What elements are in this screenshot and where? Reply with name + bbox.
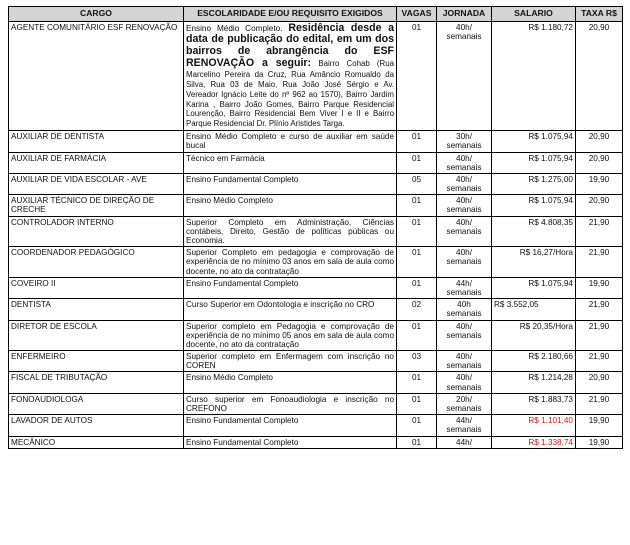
- cell-taxa: 21,90: [576, 393, 623, 414]
- table-row: [9, 21, 623, 131]
- cell-requisito: Técnico em Farmácia: [184, 152, 397, 173]
- table-row: [9, 436, 623, 448]
- cell-cargo: AGENTE COMUNITÁRIO ESF RENOVAÇÃO: [9, 21, 184, 131]
- cell-vagas: 01: [397, 320, 437, 351]
- table-row: [9, 320, 623, 351]
- cell-salario: R$ 1.275,00: [492, 173, 576, 194]
- cell-jornada: 40h/ semanais: [437, 372, 492, 393]
- cell-taxa: 19,90: [576, 436, 623, 448]
- cell-taxa: 21,90: [576, 216, 623, 247]
- cell-cargo: FONOAUDIOLOGA: [9, 393, 184, 414]
- cell-vagas: 01: [397, 436, 437, 448]
- cell-requisito: Superior Completo em pedagogia e comprovação de experiência de no mínimo 03 anos em sala de aula como docente, no ato da contratação: [184, 247, 397, 278]
- cell-cargo: FISCAL DE TRIBUTAÇÃO: [9, 372, 184, 393]
- cell-salario: R$ 1.075,94: [492, 131, 576, 152]
- cell-taxa: 20,90: [576, 131, 623, 152]
- cell-cargo: CONTROLADOR INTERNO: [9, 216, 184, 247]
- cell-salario: R$ 1.883,73: [492, 393, 576, 414]
- table-row: [9, 173, 623, 194]
- cell-vagas: 03: [397, 351, 437, 372]
- table-row: [9, 216, 623, 247]
- cell-cargo: COVEIRO II: [9, 277, 184, 298]
- cell-taxa: 21,90: [576, 320, 623, 351]
- cell-requisito: Curso superior em Fonoaudiologia e inscrição no CREFONO: [184, 393, 397, 414]
- cell-vagas: 05: [397, 173, 437, 194]
- cell-vagas: 01: [397, 152, 437, 173]
- cell-requisito: Ensino Fundamental Completo: [184, 173, 397, 194]
- cell-salario: R$ 1.101,40: [492, 415, 576, 436]
- cell-requisito: Superior completo em Enfermagem com inscrição no COREN: [184, 351, 397, 372]
- header-taxa: TAXA R$: [576, 7, 623, 22]
- cell-vagas: 01: [397, 131, 437, 152]
- cell-taxa: 21,90: [576, 247, 623, 278]
- cargos-table: [8, 6, 623, 449]
- table-row: [9, 152, 623, 173]
- cell-jornada: 40h/ semanais: [437, 320, 492, 351]
- cell-taxa: 19,90: [576, 415, 623, 436]
- cell-cargo: DENTISTA: [9, 299, 184, 320]
- table-row: [9, 247, 623, 278]
- cell-salario: R$ 16,27/Hora: [492, 247, 576, 278]
- cell-salario: R$ 1.180,72: [492, 21, 576, 131]
- cell-jornada: 40h/ semanais: [437, 216, 492, 247]
- cell-salario: R$ 1.214,28: [492, 372, 576, 393]
- table-row: [9, 372, 623, 393]
- cell-vagas: 01: [397, 415, 437, 436]
- cell-cargo: AUXILIAR DE FARMÁCIA: [9, 152, 184, 173]
- cell-vagas: 01: [397, 393, 437, 414]
- cell-vagas: 02: [397, 299, 437, 320]
- cell-vagas: 01: [397, 21, 437, 131]
- header-salario: SALARIO: [492, 7, 576, 22]
- cell-jornada: 40h semanais: [437, 299, 492, 320]
- cell-taxa: 19,90: [576, 173, 623, 194]
- cell-requisito: Superior completo em Pedagogia e comprovação de experiência de no mínimo 05 anos em sala de aula como docente, no ato da contratação: [184, 320, 397, 351]
- cell-jornada: 44h/: [437, 436, 492, 448]
- header-escolaridade: ESCOLARIDADE E/OU REQUISITO EXIGIDOS: [184, 7, 397, 22]
- table-row: [9, 131, 623, 152]
- table-row: [9, 277, 623, 298]
- cell-cargo: AUXILIAR DE VIDA ESCOLAR - AVE: [9, 173, 184, 194]
- cell-jornada: 40h/ semanais: [437, 21, 492, 131]
- cell-vagas: 01: [397, 372, 437, 393]
- cell-taxa: 21,90: [576, 299, 623, 320]
- table-row: [9, 351, 623, 372]
- req-bold: Residência desde a data de publicação do edital, em um dos bairros de abrangência do ESF RENOVAÇÃO a seguir:: [186, 21, 394, 70]
- table-header-row: [9, 7, 623, 22]
- cell-cargo: DIRETOR DE ESCOLA: [9, 320, 184, 351]
- cell-cargo: LAVADOR DE AUTOS: [9, 415, 184, 436]
- cell-taxa: 20,90: [576, 152, 623, 173]
- cell-cargo: ENFERMEIRO: [9, 351, 184, 372]
- table-row: [9, 299, 623, 320]
- cell-jornada: 40h/ semanais: [437, 351, 492, 372]
- header-jornada: JORNADA: [437, 7, 492, 22]
- cell-vagas: 01: [397, 247, 437, 278]
- cell-requisito: Ensino Fundamental Completo: [184, 277, 397, 298]
- cell-vagas: 01: [397, 195, 437, 216]
- cell-requisito: Ensino Fundamental Completo: [184, 436, 397, 448]
- cell-salario: R$ 3.552,05: [492, 299, 576, 320]
- cell-requisito: Ensino Médio Completo: [184, 372, 397, 393]
- cell-jornada: 40h/ semanais: [437, 173, 492, 194]
- cell-requisito: Superior Completo em Administração, Ciências contábeis, Direito, Gestão de políticas públicas ou Economia.: [184, 216, 397, 247]
- cell-taxa: 21,90: [576, 351, 623, 372]
- cell-salario: R$ 2.180,66: [492, 351, 576, 372]
- cell-taxa: 20,90: [576, 372, 623, 393]
- cell-jornada: 40h/ semanais: [437, 152, 492, 173]
- cell-requisito: [184, 21, 397, 131]
- cell-jornada: 40h/ semanais: [437, 247, 492, 278]
- cell-requisito: Ensino Médio Completo e curso de auxiliar em saúde bucal: [184, 131, 397, 152]
- cell-taxa: 20,90: [576, 21, 623, 131]
- cell-salario: R$ 20,35/Hora: [492, 320, 576, 351]
- cell-salario: R$ 1.075,94: [492, 277, 576, 298]
- cell-taxa: 19,90: [576, 277, 623, 298]
- cell-jornada: 44h/ semanais: [437, 415, 492, 436]
- req-rest: Bairro Cohab (Rua Marcelino Pereira da Cruz, Rua Amâncio Romualdo da Silva, Rua 03 de Maio, Rua João José Sérgio e Av. Vereador Ignácio Leite do nº 962 ao 1570), Bairro Jardim Karina , Bairro João Gomes, Bairro Parque Residencial Lourenção, Bairro Residencial Bem Viver I e II e Bairro Parque Residencial Dr. Plínio Aristides Targa.: [186, 59, 394, 129]
- cell-salario: R$ 1.075,94: [492, 152, 576, 173]
- header-cargo: CARGO: [9, 7, 184, 22]
- cell-jornada: 44h/ semanais: [437, 277, 492, 298]
- cell-requisito: Ensino Médio Completo: [184, 195, 397, 216]
- cell-vagas: 01: [397, 216, 437, 247]
- cell-jornada: 30h/ semanais: [437, 131, 492, 152]
- req-lead: Ensino Médio Completo.: [186, 23, 283, 33]
- cell-cargo: AUXILIAR DE DENTISTA: [9, 131, 184, 152]
- table-row: [9, 415, 623, 436]
- cell-jornada: 20h/ semanais: [437, 393, 492, 414]
- header-vagas: VAGAS: [397, 7, 437, 22]
- cell-jornada: 40h/ semanais: [437, 195, 492, 216]
- cell-salario: R$ 4.808,35: [492, 216, 576, 247]
- cell-requisito: Curso Superior em Odontologia e inscrição no CRO: [184, 299, 397, 320]
- cell-cargo: COORDENADOR PEDAGÓGICO: [9, 247, 184, 278]
- cell-requisito: Ensino Fundamental Completo: [184, 415, 397, 436]
- cell-cargo: MECÂNICO: [9, 436, 184, 448]
- cell-vagas: 01: [397, 277, 437, 298]
- cell-cargo: AUXILIAR TÉCNICO DE DIREÇÃO DE CRECHE: [9, 195, 184, 216]
- table-row: [9, 195, 623, 216]
- cell-salario: R$ 1.338,74: [492, 436, 576, 448]
- cell-salario: R$ 1.075,94: [492, 195, 576, 216]
- table-row: [9, 393, 623, 414]
- cell-taxa: 20,90: [576, 195, 623, 216]
